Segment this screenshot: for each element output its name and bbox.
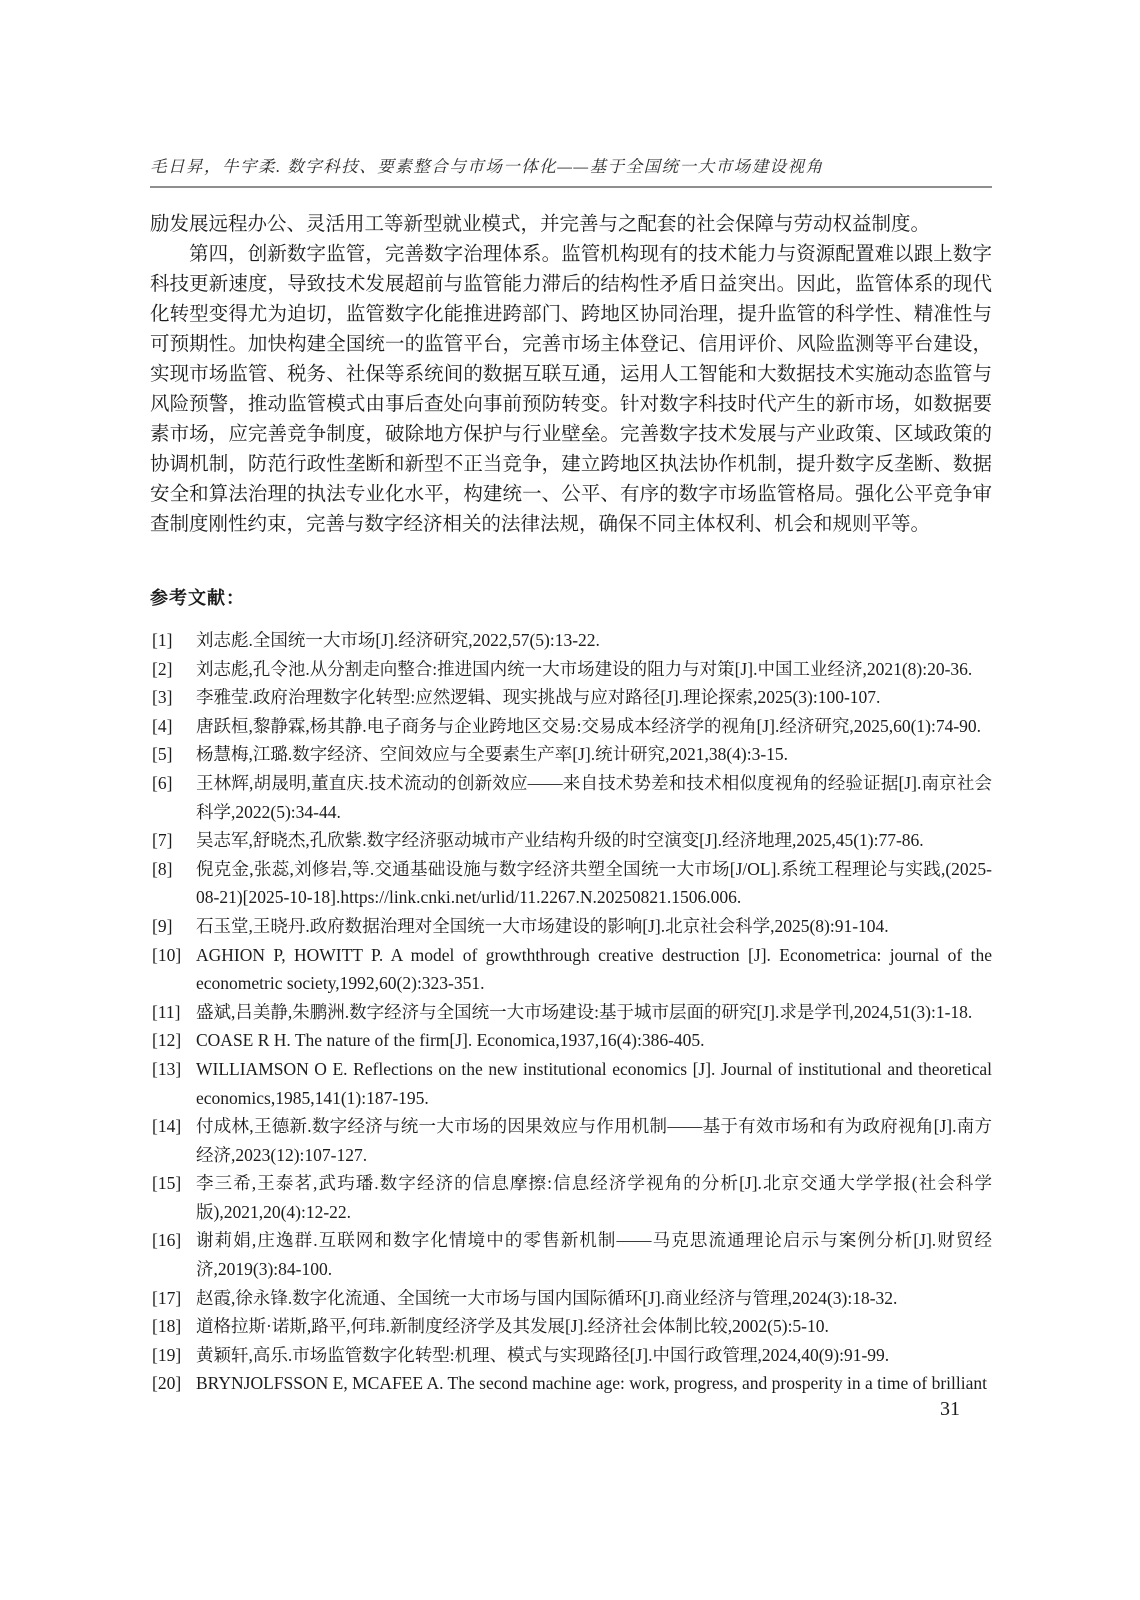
reference-text: 刘志彪.全国统一大市场[J].经济研究,2022,57(5):13-22. (196, 630, 600, 650)
reference-number: [8] (152, 858, 173, 879)
reference-item (150, 626, 992, 655)
body-text (150, 210, 992, 540)
reference-item (150, 826, 992, 855)
reference-number: [12] (152, 1030, 182, 1051)
reference-text: 道格拉斯·诺斯,路平,何玮.新制度经济学及其发展[J].经济社会体制比较,2002(5):5-10. (196, 1316, 829, 1337)
reference-text: 黄颖轩,高乐.市场监管数字化转型:机理、模式与实现路径[J].中国行政管理,2024,40(9):91-99. (196, 1344, 890, 1365)
reference-item (150, 1312, 992, 1341)
reference-item (150, 712, 992, 741)
reference-text: BRYNJOLFSSON E, MCAFEE A. The second machine age: work, progress, and prosperity in a time of brilliant (196, 1373, 987, 1394)
reference-item (150, 683, 992, 712)
paragraph-continuation: 励发展远程办公、灵活用工等新型就业模式，并完善与之配套的社会保障与劳动权益制度。 (150, 214, 931, 235)
paragraph-fourth-point: 第四，创新数字监管，完善数字治理体系。监管机构现有的技术能力与资源配置难以跟上数字科技更新速度，导致技术发展超前与监管能力滞后的结构性矛盾日益突出。因此，监管体系的现代化转型变得尤为迫切，监管数字化能推进跨部门、跨地区协同治理，提升监管的科学性、精准性与可预期性。加快构建全国统一的监管平台，完善市场主体登记、信用评价、风险监测等平台建设，实现市场监管、税务、社保等系统间的数据互联互通，运用人工智能和大数据技术实施动态监管与风险预警，推动监管模式由事后查处向事前预防转变。针对数字科技时代产生的新市场，如数据要素市场，应完善竞争制度，破除地方保护与行业壁垒。完善数字技术发展与产业政策、区域政策的协调机制，防范行政性垄断和新型不正当竞争，建立跨地区执法协作机制，提升数字反垄断、数据安全和算法治理的执法专业化水平，构建统一、公平、有序的数字市场监管格局。强化公平竞争审查制度刚性约束，完善与数字经济相关的法律法规，确保不同主体权利、机会和规则平等。 (150, 244, 992, 535)
reference-item (150, 855, 992, 912)
reference-item (150, 1369, 992, 1398)
reference-item (150, 912, 992, 941)
reference-number: [4] (152, 715, 173, 736)
reference-text: 吴志军,舒晓杰,孔欣紫.数字经济驱动城市产业结构升级的时空演变[J].经济地理,2025,45(1):77-86. (196, 830, 924, 851)
reference-text: 李雅莹.政府治理数字化转型:应然逻辑、现实挑战与应对路径[J].理论探索,2025(3):100-107. (196, 687, 881, 708)
page-content (150, 0, 992, 1398)
reference-number: [7] (152, 830, 173, 851)
reference-text: 谢莉娟,庄逸群.互联网和数字化情境中的零售新机制——马克思流通理论启示与案例分析[J].财贸经济,2019(3):84-100. (196, 1230, 992, 1280)
reference-number: [2] (152, 658, 173, 679)
reference-number: [1] (152, 630, 173, 650)
reference-number: [11] (152, 1001, 181, 1022)
reference-text: 李三希,王泰茗,武玙璠.数字经济的信息摩擦:信息经济学视角的分析[J].北京交通大学学报(社会科学版),2021,20(4):12-22. (196, 1173, 992, 1222)
reference-number: [14] (152, 1116, 182, 1137)
reference-number: [10] (152, 944, 182, 965)
reference-number: [15] (152, 1173, 182, 1194)
reference-text: 付成林,王德新.数字经济与统一大市场的因果效应与作用机制——基于有效市场和有为政府视角[J].南方经济,2023(12):107-127. (196, 1116, 992, 1165)
reference-item (150, 1284, 992, 1313)
reference-number: [13] (152, 1058, 182, 1079)
reference-item (150, 1169, 992, 1226)
reference-text: 赵霞,徐永锋.数字化流通、全国统一大市场与国内国际循环[J].商业经济与管理,2024(3):18-32. (196, 1287, 898, 1308)
running-head: 毛日昇，牛宇柔. 数字科技、要素整合与市场一体化——基于全国统一大市场建设视角 (150, 157, 824, 176)
reference-item (150, 740, 992, 769)
reference-item (150, 769, 992, 826)
reference-number: [9] (152, 915, 173, 936)
reference-number: [5] (152, 744, 173, 765)
reference-number: [20] (152, 1373, 182, 1394)
reference-text: 刘志彪,孔令池.从分割走向整合:推进国内统一大市场建设的阻力与对策[J].中国工业经济,2021(8):20-36. (196, 658, 973, 679)
reference-text: COASE R H. The nature of the firm[J]. Economica,1937,16(4):386-405. (196, 1030, 705, 1051)
reference-item (150, 1226, 992, 1283)
reference-text: 王林辉,胡晟明,董直庆.技术流动的创新效应——来自技术势差和技术相似度视角的经验证据[J].南京社会科学,2022(5):34-44. (196, 772, 992, 822)
reference-number: [3] (152, 687, 173, 708)
reference-number: [19] (152, 1344, 182, 1365)
references-heading: 参考文献： (150, 588, 245, 608)
reference-item (150, 1055, 992, 1112)
page-number: 31 (940, 1398, 960, 1420)
reference-number: [17] (152, 1287, 182, 1308)
reference-text: AGHION P, HOWITT P. A model of growththrough creative destruction [J]. Econometrica: journal of the econometric society,1992,60(2):323-351. (196, 944, 992, 994)
reference-number: [18] (152, 1316, 182, 1337)
reference-text: 石玉堂,王晓丹.政府数据治理对全国统一大市场建设的影响[J].北京社会科学,2025(8):91-104. (196, 915, 889, 936)
reference-item (150, 655, 992, 684)
reference-item (150, 941, 992, 998)
reference-text: 盛斌,吕美静,朱鹏洲.数字经济与全国统一大市场建设:基于城市层面的研究[J].求是学刊,2024,51(3):1-18. (196, 1001, 973, 1022)
reference-text: 倪克金,张蕊,刘修岩,等.交通基础设施与数字经济共塑全国统一大市场[J/OL].系统工程理论与实践,(2025-08-21)[2025-10-18].https://link.cnki.net/urlid/11.2267.N.20250821.1506.006. (196, 858, 992, 908)
reference-text: WILLIAMSON O E. Reflections on the new institutional economics [J]. Journal of institutional and theoretical economics,1985,141(1):187-195. (196, 1058, 992, 1108)
header-rule (150, 186, 992, 188)
reference-item (150, 998, 992, 1027)
reference-number: [6] (152, 772, 173, 793)
reference-text: 杨慧梅,江璐.数字经济、空间效应与全要素生产率[J].统计研究,2021,38(4):3-15. (196, 744, 789, 765)
reference-number: [16] (152, 1230, 182, 1251)
reference-text: 唐跃桓,黎静霖,杨其静.电子商务与企业跨地区交易:交易成本经济学的视角[J].经济研究,2025,60(1):74-90. (196, 715, 982, 736)
reference-item (150, 1112, 992, 1169)
reference-item (150, 1341, 992, 1370)
references-list (150, 626, 992, 1398)
reference-item (150, 1026, 992, 1055)
